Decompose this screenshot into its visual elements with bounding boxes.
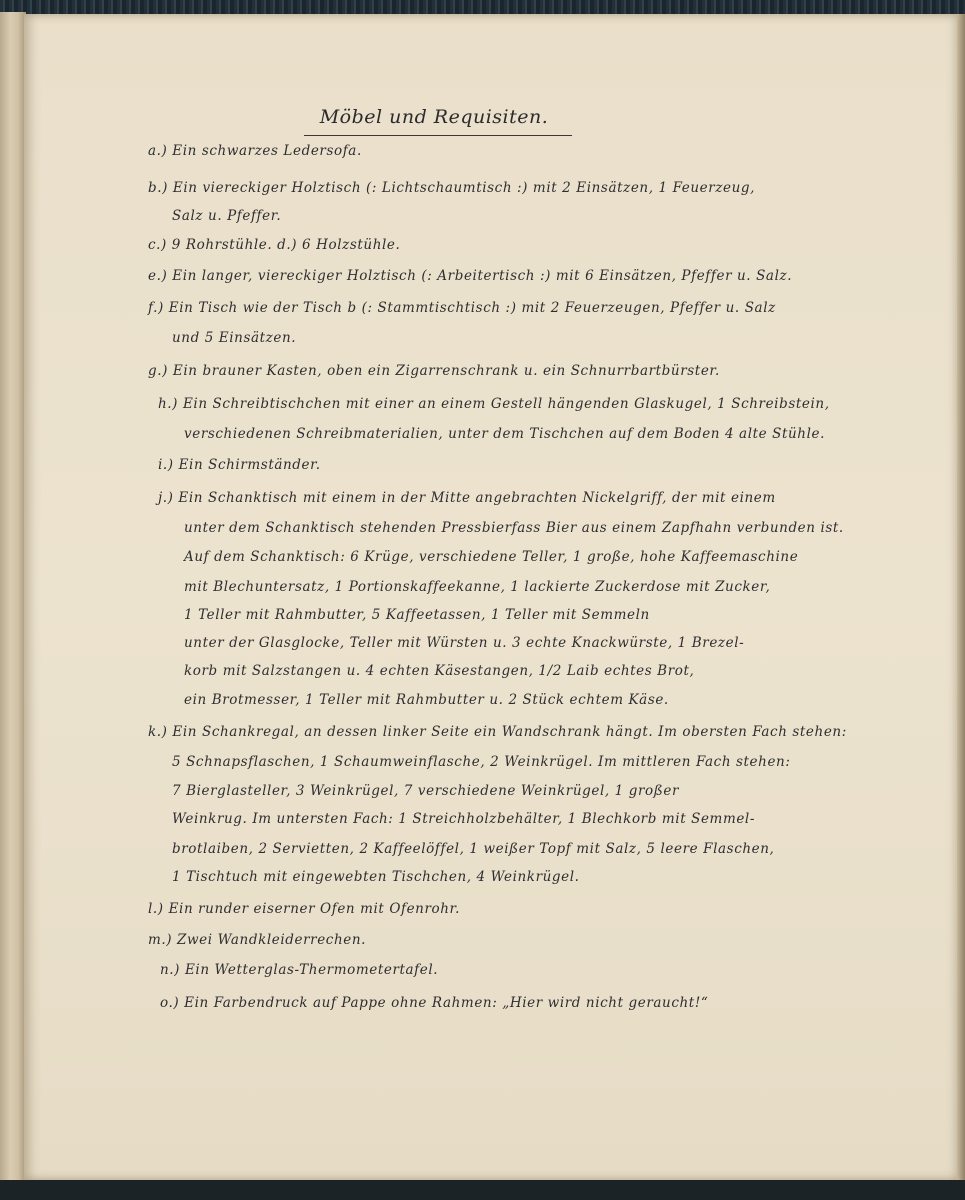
manuscript-line: j.) Ein Schanktisch mit einem in der Mitte angebrachten Nickelgriff, der mit einem (158, 490, 776, 506)
manuscript-line: l.) Ein runder eiserner Ofen mit Ofenrohr. (148, 901, 461, 917)
manuscript-line: 5 Schnapsflaschen, 1 Schaumweinflasche, 2 Weinkrügel. Im mittleren Fach stehen: (172, 754, 791, 770)
manuscript-lines (24, 14, 958, 1180)
book-binding-bottom (0, 1180, 965, 1200)
manuscript-line: brotlaiben, 2 Servietten, 2 Kaffeelöffel, 1 weißer Topf mit Salz, 5 leere Flaschen, (172, 841, 775, 857)
manuscript-line: 1 Tischtuch mit eingewebten Tischchen, 4 Weinkrügel. (172, 869, 580, 885)
page-title: Möbel und Requisiten. (319, 106, 549, 128)
manuscript-line: Weinkrug. Im untersten Fach: 1 Streichholzbehälter, 1 Blechkorb mit Semmel- (172, 811, 756, 827)
manuscript-line: 1 Teller mit Rahmbutter, 5 Kaffeetassen, 1 Teller mit Semmeln (184, 607, 650, 623)
manuscript-line: f.) Ein Tisch wie der Tisch b (: Stammtischtisch :) mit 2 Feuerzeugen, Pfeffer u. Salz (148, 300, 776, 316)
manuscript-line: k.) Ein Schankregal, an dessen linker Seite ein Wandschrank hängt. Im obersten Fach stehen: (148, 724, 847, 740)
manuscript-line: g.) Ein brauner Kasten, oben ein Zigarrenschrank u. ein Schnurrbartbürster. (148, 363, 720, 379)
manuscript-line: Auf dem Schanktisch: 6 Krüge, verschiedene Teller, 1 große, hohe Kaffeemaschine (184, 549, 799, 565)
manuscript-line: mit Blechuntersatz, 1 Portionskaffeekanne, 1 lackierte Zuckerdose mit Zucker, (184, 579, 771, 595)
left-page-edge (0, 12, 26, 1182)
manuscript-page (24, 14, 958, 1180)
manuscript-line: korb mit Salzstangen u. 4 echten Käsestangen, 1/2 Laib echtes Brot, (184, 663, 695, 679)
manuscript-line: i.) Ein Schirmständer. (158, 457, 321, 473)
manuscript-line: m.) Zwei Wandkleiderrechen. (148, 932, 367, 948)
manuscript-line: verschiedenen Schreibmaterialien, unter dem Tischchen auf dem Boden 4 alte Stühle. (184, 426, 825, 442)
manuscript-line: n.) Ein Wetterglas-Thermometertafel. (160, 962, 439, 978)
manuscript-line: e.) Ein langer, viereckiger Holztisch (: Arbeitertisch :) mit 6 Einsätzen, Pfeffer u. Salz. (148, 268, 793, 284)
manuscript-line: c.) 9 Rohrstühle. d.) 6 Holzstühle. (148, 237, 401, 253)
manuscript-line: b.) Ein viereckiger Holztisch (: Lichtschaumtisch :) mit 2 Einsätzen, 1 Feuerzeug, (148, 180, 756, 196)
manuscript-line: ein Brotmesser, 1 Teller mit Rahmbutter u. 2 Stück echtem Käse. (184, 692, 669, 708)
manuscript-line: 7 Bierglasteller, 3 Weinkrügel, 7 verschiedene Weinkrügel, 1 großer (172, 783, 680, 799)
manuscript-line: Salz u. Pfeffer. (172, 208, 282, 224)
right-page-edge (957, 14, 965, 1184)
manuscript-line: h.) Ein Schreibtischchen mit einer an einem Gestell hängenden Glaskugel, 1 Schreibstein, (158, 396, 830, 412)
manuscript-line: a.) Ein schwarzes Ledersofa. (148, 143, 362, 159)
manuscript-line: unter der Glasglocke, Teller mit Würsten u. 3 echte Knackwürste, 1 Brezel- (184, 635, 745, 651)
manuscript-line: und 5 Einsätzen. (172, 330, 297, 346)
manuscript-line: unter dem Schanktisch stehenden Pressbierfass Bier aus einem Zapfhahn verbunden ist. (184, 520, 844, 536)
manuscript-line: o.) Ein Farbendruck auf Pappe ohne Rahmen: „Hier wird nicht geraucht!“ (160, 995, 709, 1011)
